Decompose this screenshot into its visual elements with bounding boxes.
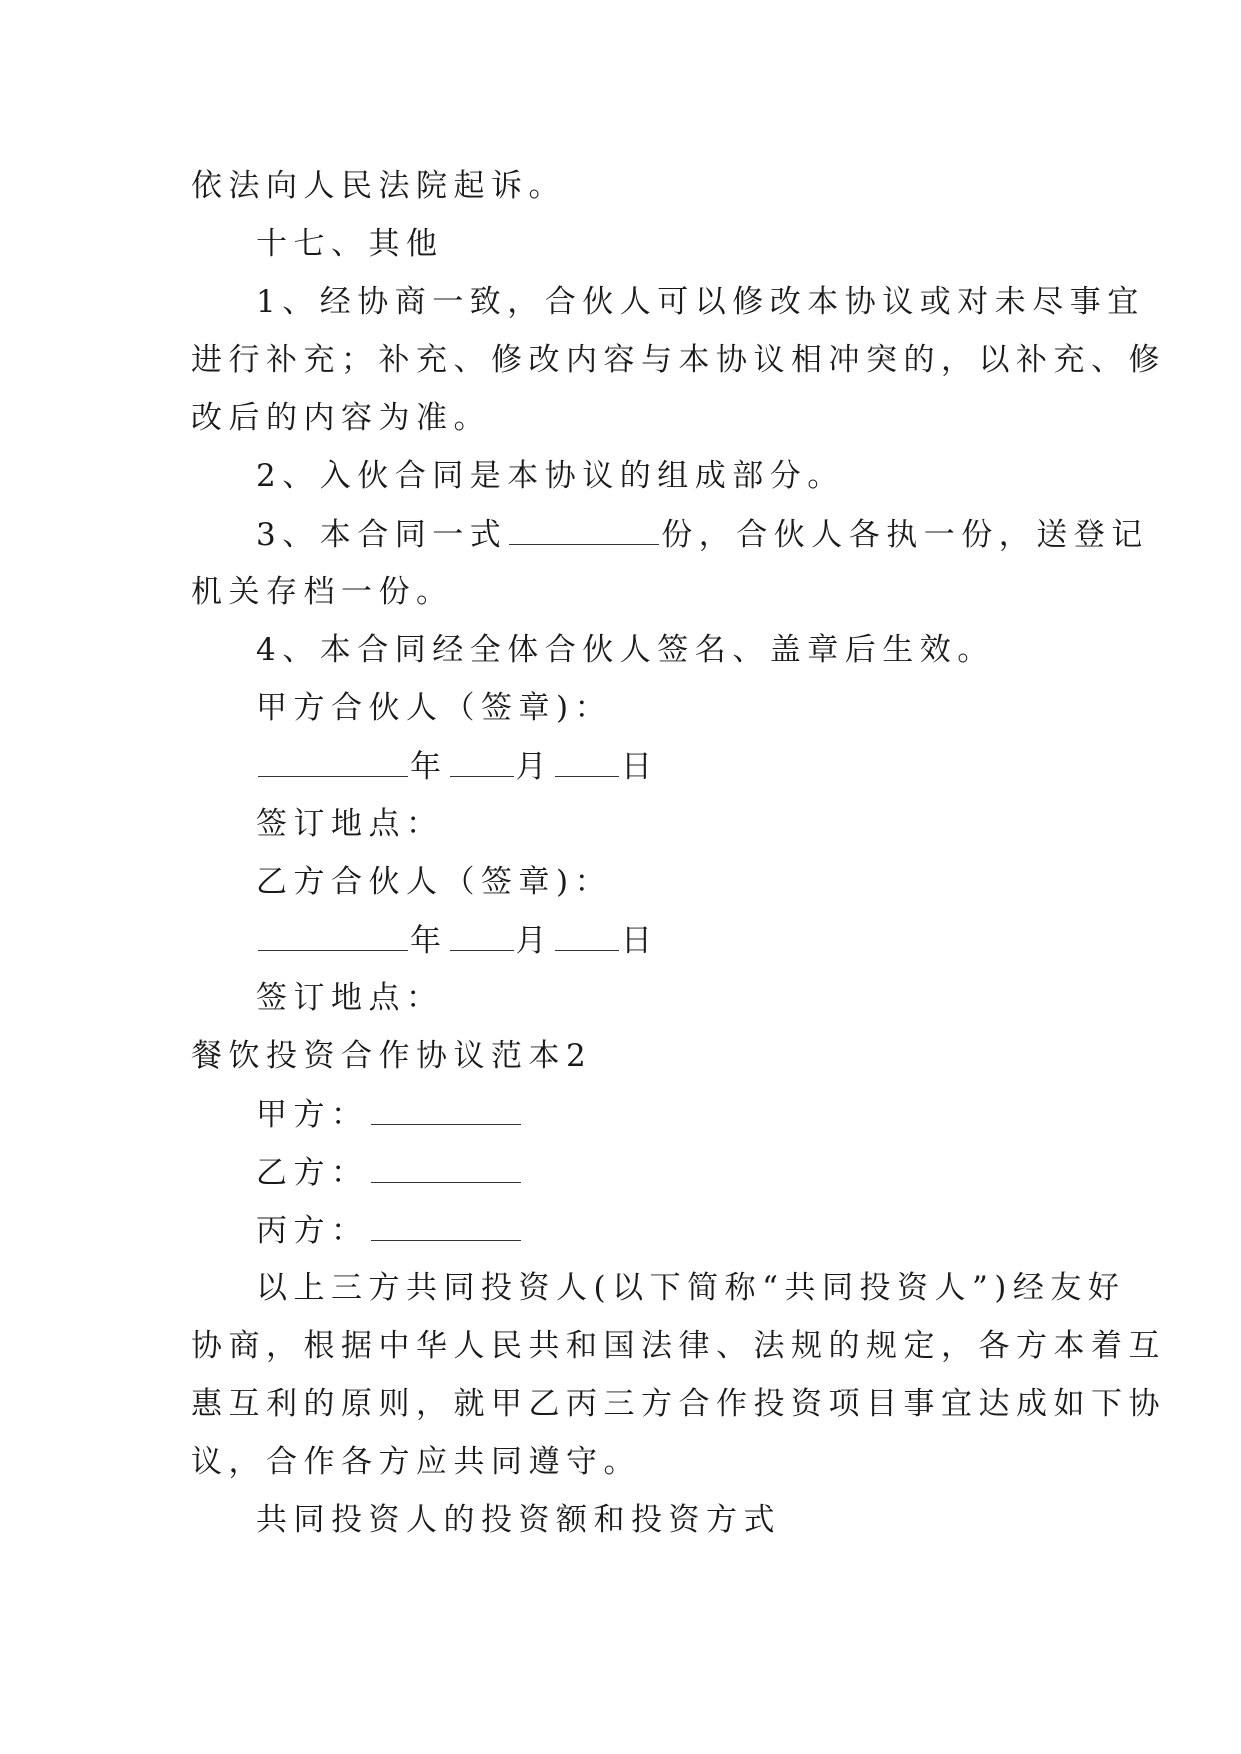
party-label: 丙方： bbox=[256, 1213, 369, 1249]
section-heading: 共同投资人的投资额和投资方式 bbox=[256, 1502, 781, 1538]
party-line bbox=[256, 1210, 523, 1251]
clause-text: 3、本合同一式 bbox=[256, 517, 508, 553]
month-blank bbox=[450, 920, 514, 951]
month-label: 月 bbox=[515, 749, 553, 785]
paragraph-line: 改后的内容为准。 bbox=[191, 400, 491, 436]
year-label: 年 bbox=[410, 923, 448, 959]
year-blank bbox=[258, 920, 408, 951]
paragraph-line: 1、经协商一致，合伙人可以修改本协议或对未尽事宜 bbox=[256, 284, 1145, 320]
clause-text: 份，合伙人各执一份，送登记 bbox=[661, 517, 1149, 553]
paragraph-line bbox=[256, 514, 1149, 555]
month-label: 月 bbox=[515, 923, 553, 959]
signature-label: 乙方合伙人（签章)： bbox=[256, 864, 613, 900]
day-label: 日 bbox=[621, 923, 659, 959]
day-label: 日 bbox=[621, 749, 659, 785]
paragraph-line: 依法向人民法院起诉。 bbox=[191, 168, 566, 204]
copies-blank bbox=[509, 514, 659, 545]
party-label: 甲方： bbox=[256, 1097, 369, 1133]
date-line bbox=[256, 920, 659, 961]
paragraph-line: 2、入伙合同是本协议的组成部分。 bbox=[256, 458, 845, 494]
party-line bbox=[256, 1094, 523, 1135]
day-blank bbox=[555, 746, 619, 777]
year-blank bbox=[258, 746, 408, 777]
party-blank bbox=[371, 1210, 521, 1241]
place-label: 签订地点： bbox=[256, 980, 444, 1016]
party-blank bbox=[371, 1094, 521, 1125]
paragraph-line: 4、本合同经全体合伙人签名、盖章后生效。 bbox=[256, 632, 995, 668]
year-label: 年 bbox=[410, 749, 448, 785]
party-blank bbox=[371, 1152, 521, 1183]
party-label: 乙方： bbox=[256, 1155, 369, 1191]
paragraph-line: 议，合作各方应共同遵守。 bbox=[191, 1444, 641, 1480]
paragraph-line: 惠互利的原则，就甲乙丙三方合作投资项目事宜达成如下协 bbox=[191, 1386, 1166, 1422]
paragraph-line: 进行补充；补充、修改内容与本协议相冲突的，以补充、修 bbox=[191, 342, 1166, 378]
day-blank bbox=[555, 920, 619, 951]
section-heading: 十七、其他 bbox=[256, 226, 444, 262]
place-label: 签订地点： bbox=[256, 806, 444, 842]
month-blank bbox=[450, 746, 514, 777]
document-title: 餐饮投资合作协议范本2 bbox=[191, 1038, 593, 1074]
paragraph-line: 以上三方共同投资人(以下简称“共同投资人”)经友好 bbox=[256, 1270, 1126, 1306]
date-line bbox=[256, 746, 659, 787]
paragraph-line: 机关存档一份。 bbox=[191, 574, 454, 610]
paragraph-line: 协商，根据中华人民共和国法律、法规的规定，各方本着互 bbox=[191, 1328, 1166, 1364]
party-line bbox=[256, 1152, 523, 1193]
signature-label: 甲方合伙人（签章)： bbox=[256, 690, 613, 726]
